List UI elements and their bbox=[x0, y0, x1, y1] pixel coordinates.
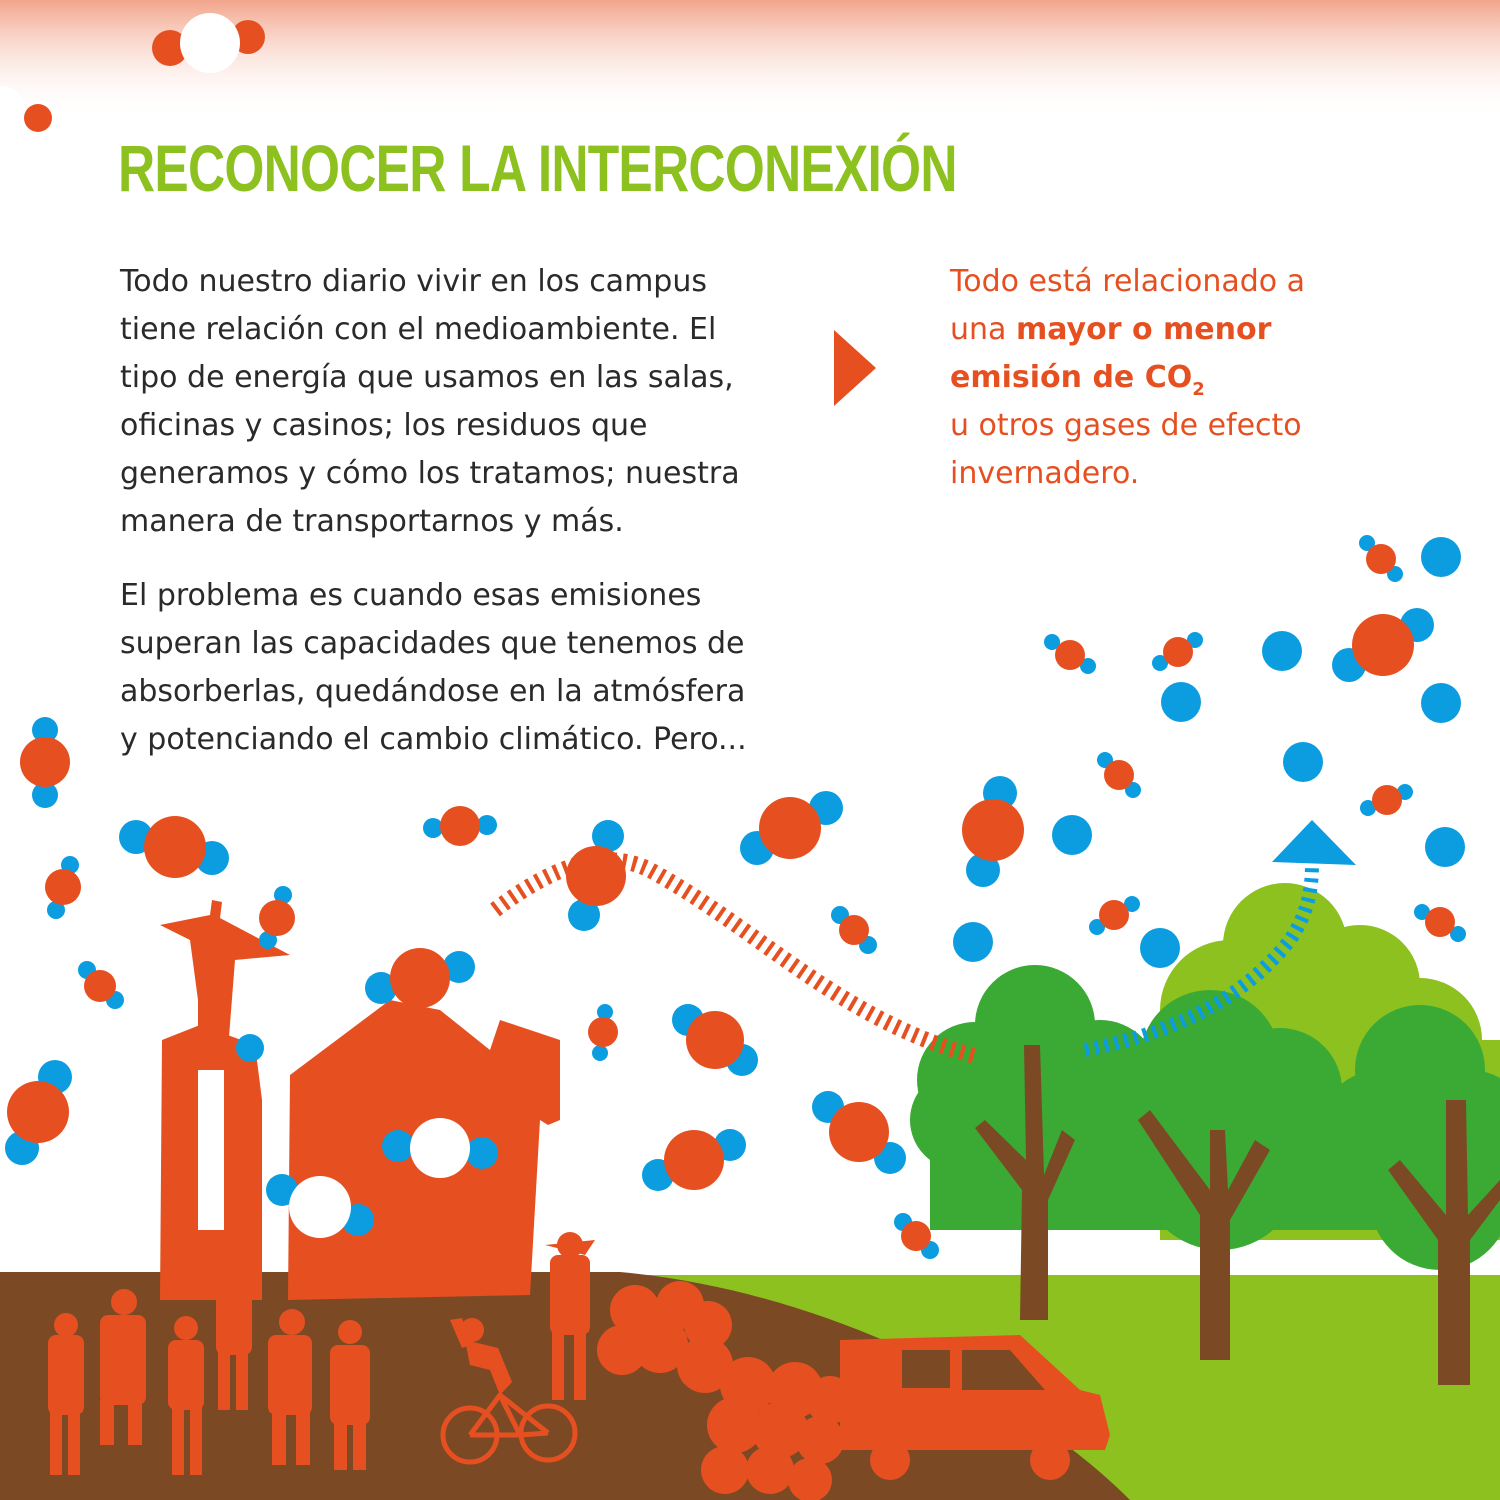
intro-line: generamos y cómo los tratamos; nuestra bbox=[120, 456, 740, 491]
callout-line bbox=[950, 354, 1470, 402]
callout-line: Todo está relacionado a bbox=[950, 264, 1306, 299]
callout-line: invernadero. bbox=[950, 456, 1140, 491]
problem-paragraph bbox=[120, 572, 820, 764]
intro-paragraph bbox=[120, 258, 820, 546]
co2-subscript: 2 bbox=[1192, 379, 1205, 400]
oxygen-molecules bbox=[953, 537, 1465, 968]
callout-text bbox=[950, 258, 1470, 498]
page-title: RECONOCER LA INTERCONEXIÓN bbox=[118, 131, 957, 205]
intro-line: oficinas y casinos; los residuos que bbox=[120, 408, 648, 443]
problem-line: El problema es cuando esas emisiones bbox=[120, 578, 702, 613]
callout-line: u otros gases de efecto bbox=[950, 408, 1302, 443]
callout-text-regular: una bbox=[950, 312, 1016, 347]
callout-text-bold: mayor o menor bbox=[1015, 312, 1272, 347]
intro-line: tiene relación con el medioambiente. El bbox=[120, 312, 717, 347]
arrow-up-icon bbox=[1272, 820, 1356, 865]
callout-line bbox=[950, 306, 1470, 354]
play-arrow-icon bbox=[834, 330, 876, 406]
callout-text-bold: emisión de CO bbox=[950, 360, 1193, 395]
problem-line: absorberlas, quedándose en la atmósfera bbox=[120, 674, 746, 709]
intro-line: manera de transportarnos y más. bbox=[120, 504, 624, 539]
intro-line: tipo de energía que usamos en las salas, bbox=[120, 360, 734, 395]
building-icon bbox=[160, 900, 560, 1300]
problem-line: y potenciando el cambio climático. Pero... bbox=[120, 722, 747, 757]
problem-line: superan las capacidades que tenemos de bbox=[120, 626, 745, 661]
intro-line: Todo nuestro diario vivir en los campus bbox=[120, 264, 707, 299]
